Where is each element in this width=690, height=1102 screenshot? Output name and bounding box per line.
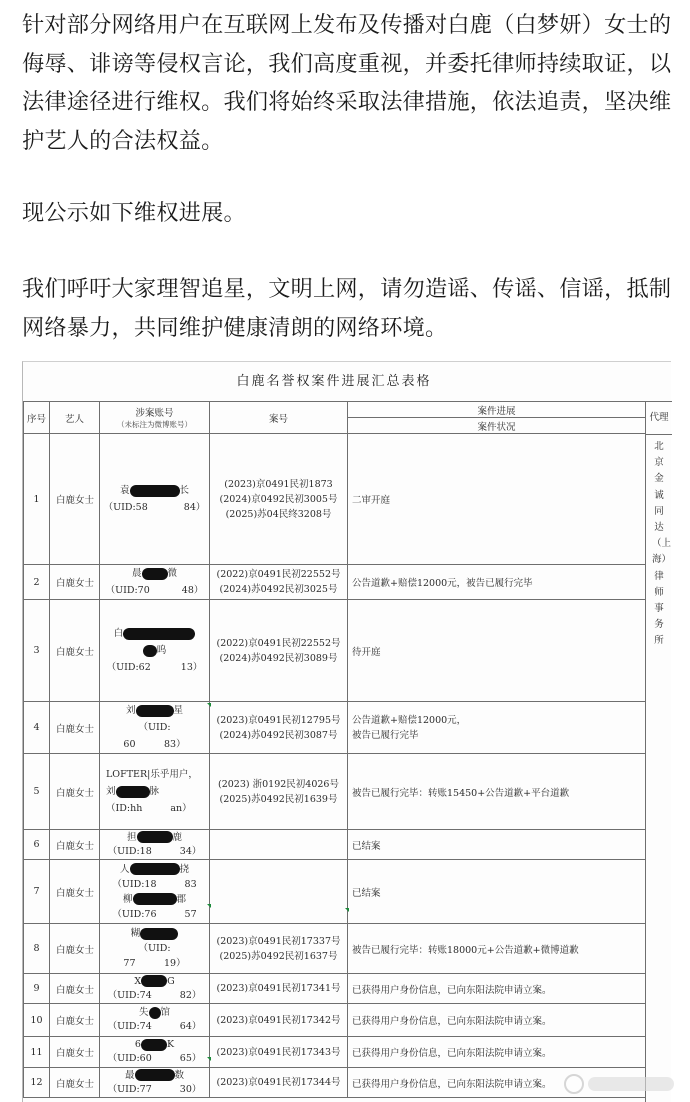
row-status: 公告道歉+赔偿12000元，被告已履行完毕 bbox=[348, 565, 646, 600]
row-case-no: (2023)京0491民初17344号 bbox=[210, 1068, 348, 1098]
row-status: 待开庭 bbox=[348, 600, 646, 702]
row-case-no: (2022)京0491民初22552号 (2024)苏0492民初3089号 bbox=[210, 600, 348, 702]
row-status: 被告已履行完毕：转账18000元+公告道歉+微博道歉 bbox=[348, 924, 646, 974]
redaction-mark bbox=[116, 786, 150, 798]
row-artist: 白鹿女士 bbox=[50, 565, 100, 600]
row-artist: 白鹿女士 bbox=[50, 434, 100, 565]
row-artist: 白鹿女士 bbox=[50, 1068, 100, 1098]
row-no: 10 bbox=[24, 1004, 50, 1037]
header-account bbox=[100, 402, 210, 434]
intro-paragraph-1: 针对部分网络用户在互联网上发布及传播对白鹿（白梦妍）女士的侮辱、诽谤等侵权言论，我们高度重视，并委托律师持续取证，以法律途径进行维权。我们将始终采取法律措施，依法追责，坚决维护艺人的合法权益。 bbox=[22, 12, 672, 154]
table-row bbox=[24, 434, 646, 565]
row-no: 4 bbox=[24, 702, 50, 754]
case-table bbox=[23, 401, 646, 1098]
redaction-mark bbox=[135, 1069, 175, 1081]
row-case-no: (2023)京0491民初12795号 (2024)苏0492民初3087号 bbox=[210, 702, 348, 754]
row-no: 6 bbox=[24, 830, 50, 860]
row-artist: 白鹿女士 bbox=[50, 974, 100, 1004]
header-no: 序号 bbox=[24, 402, 50, 434]
redaction-mark bbox=[133, 893, 177, 905]
row-status: 已结案 bbox=[348, 830, 646, 860]
row-account: 晨 微 （UID:70 48） bbox=[100, 565, 210, 600]
table-row bbox=[24, 702, 646, 754]
table-row bbox=[24, 565, 646, 600]
redaction-mark bbox=[137, 831, 173, 843]
row-artist: 白鹿女士 bbox=[50, 830, 100, 860]
row-account: X G （UID:74 82） bbox=[100, 974, 210, 1004]
redaction-mark bbox=[149, 1007, 161, 1019]
row-artist: 白鹿女士 bbox=[50, 754, 100, 830]
row-no: 5 bbox=[24, 754, 50, 830]
row-account: 人 挠 （UID:18 83 柳 郡 （UID:76 57 bbox=[100, 860, 210, 924]
intro-paragraph-2: 现公示如下维权进展。 bbox=[22, 200, 246, 226]
watermark bbox=[564, 1074, 674, 1094]
redaction-mark bbox=[123, 628, 195, 640]
row-status: 已获得用户身份信息，已向东阳法院申请立案。 bbox=[348, 1004, 646, 1037]
redaction-mark bbox=[142, 568, 168, 580]
row-case-no: (2023) 浙0192民初4026号 (2025)苏0492民初1639号 bbox=[210, 754, 348, 830]
row-case-no: (2023)京0491民初17342号 bbox=[210, 1004, 348, 1037]
row-artist: 白鹿女士 bbox=[50, 924, 100, 974]
table-row bbox=[24, 830, 646, 860]
row-artist: 白鹿女士 bbox=[50, 860, 100, 924]
header-progress: 案件进展 bbox=[348, 402, 646, 418]
table-row bbox=[24, 600, 646, 702]
header-case-no: 案号 bbox=[210, 402, 348, 434]
row-status: 已获得用户身份信息，已向东阳法院申请立案。 bbox=[348, 974, 646, 1004]
intro-paragraph-3: 我们呼吁大家理智追星，文明上网，请勿造谣、传谣、信谣，抵制网络暴力，共同维护健康清朗的网络环境。 bbox=[22, 276, 672, 341]
redaction-mark bbox=[141, 975, 167, 987]
row-status: 公告道歉+赔偿12000元，被告已履行完毕 bbox=[348, 702, 646, 754]
row-case-no: (2023)京0491民初17341号 bbox=[210, 974, 348, 1004]
agent-law-firm: 北京金诚同达（上海）律师事务所 bbox=[652, 441, 672, 647]
row-no: 11 bbox=[24, 1037, 50, 1068]
row-artist: 白鹿女士 bbox=[50, 600, 100, 702]
table-row bbox=[24, 1037, 646, 1068]
row-no: 9 bbox=[24, 974, 50, 1004]
header-artist: 艺人 bbox=[50, 402, 100, 434]
row-case-no: (2023)京0491民初17337号 (2025)苏0492民初1637号 bbox=[210, 924, 348, 974]
row-account: 袁 长 （UID:58 84） bbox=[100, 434, 210, 565]
row-status: 被告已履行完毕：转账15450+公告道歉+平台道歉 bbox=[348, 754, 646, 830]
header-status: 案件状况 bbox=[348, 418, 646, 434]
row-no: 12 bbox=[24, 1068, 50, 1098]
case-summary-sheet-image[interactable] bbox=[22, 361, 671, 1102]
cell-comment-marker bbox=[345, 908, 349, 912]
row-account: 失 馆 （UID:74 64） bbox=[100, 1004, 210, 1037]
row-status: 已结案 bbox=[348, 860, 646, 924]
row-account: 担 鹿 （UID:18 34） bbox=[100, 830, 210, 860]
row-artist: 白鹿女士 bbox=[50, 1004, 100, 1037]
row-no: 2 bbox=[24, 565, 50, 600]
row-account: 白 呜 （UID:62 13） bbox=[100, 600, 210, 702]
redaction-mark bbox=[143, 645, 157, 657]
table-row bbox=[24, 974, 646, 1004]
cell-comment-marker bbox=[207, 703, 211, 707]
redaction-mark bbox=[130, 863, 180, 875]
redaction-mark bbox=[130, 485, 180, 497]
watermark-logo-icon bbox=[564, 1074, 584, 1094]
redaction-mark bbox=[140, 928, 178, 940]
sheet-title: 白鹿名誉权案件进展汇总表格 bbox=[236, 374, 432, 389]
cell-comment-marker bbox=[207, 1057, 211, 1061]
row-account: 刘 星 （UID: 60 83） bbox=[100, 702, 210, 754]
row-case-no: (2023)京0491民初17343号 bbox=[210, 1037, 348, 1068]
row-case-no: (2023)京0491民初1873 (2024)京0492民初3005号 (2025)苏04民终3208号 bbox=[210, 434, 348, 565]
redaction-mark bbox=[141, 1039, 167, 1051]
row-no: 7 bbox=[24, 860, 50, 924]
row-case-no bbox=[210, 830, 348, 860]
row-status: 二审开庭 bbox=[348, 434, 646, 565]
row-account: LOFTER|乐乎用户， 刘 脉 （ID:hh an） bbox=[100, 754, 210, 830]
header-account-label: 涉案账号 bbox=[135, 407, 174, 419]
row-no: 1 bbox=[24, 434, 50, 565]
row-status: 已获得用户身份信息，已向东阳法院申请立案。 bbox=[348, 1068, 646, 1098]
row-artist: 白鹿女士 bbox=[50, 702, 100, 754]
row-account: 6 K （UID:60 65） bbox=[100, 1037, 210, 1068]
table-row bbox=[24, 1004, 646, 1037]
row-account: 最 数 （UID:77 30） bbox=[100, 1068, 210, 1098]
row-case-no: (2022)京0491民初22552号 (2024)苏0492民初3025号 bbox=[210, 565, 348, 600]
table-row bbox=[24, 860, 646, 924]
table-row bbox=[24, 924, 646, 974]
redaction-mark bbox=[136, 705, 174, 717]
table-row bbox=[24, 1068, 646, 1098]
watermark-blur bbox=[588, 1077, 674, 1091]
row-status: 已获得用户身份信息，已向东阳法院申请立案。 bbox=[348, 1037, 646, 1068]
table-row bbox=[24, 754, 646, 830]
row-artist: 白鹿女士 bbox=[50, 1037, 100, 1068]
row-no: 3 bbox=[24, 600, 50, 702]
agent-column bbox=[645, 401, 672, 1102]
row-case-no bbox=[210, 860, 348, 924]
row-account: 糊 （UID: 77 19） bbox=[100, 924, 210, 974]
header-account-note: （未标注为微博账号） bbox=[117, 419, 192, 429]
cell-comment-marker bbox=[207, 904, 211, 908]
row-no: 8 bbox=[24, 924, 50, 974]
header-agent: 代理 bbox=[646, 402, 672, 435]
